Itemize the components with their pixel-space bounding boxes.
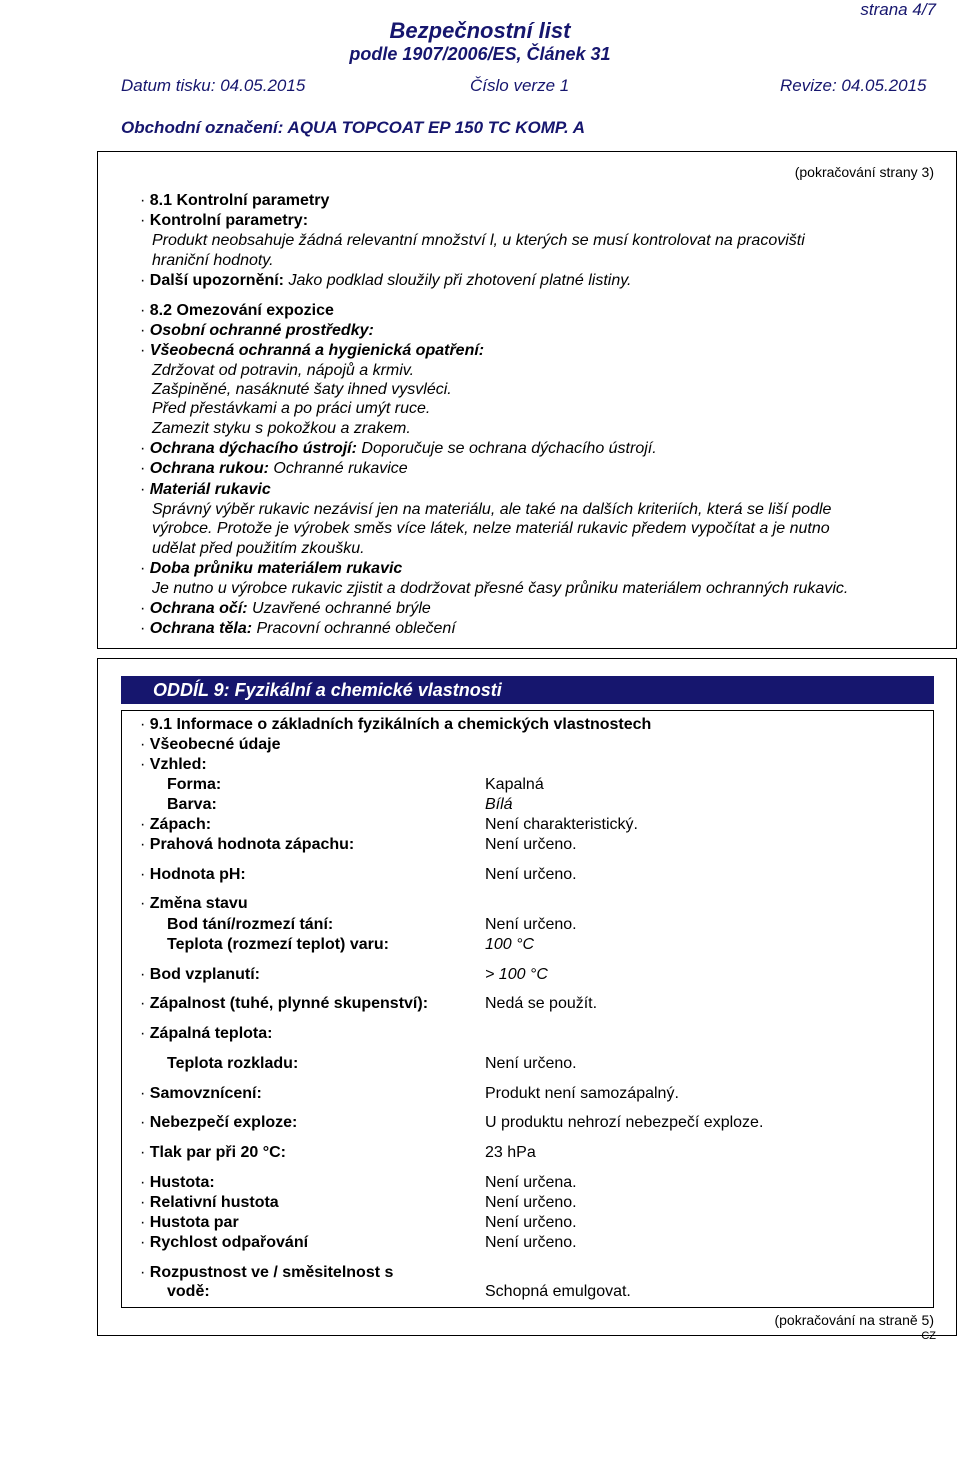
eye-protection: · Ochrana očí: Uzavřené ochranné brýle xyxy=(140,600,431,617)
property-value: Produkt není samozápalný. xyxy=(485,1085,679,1102)
body-protection: · Ochrana těla: Pracovní ochranné oblečení xyxy=(140,620,456,637)
respiratory-protection: · Ochrana dýchacího ústrojí: Doporučuje se ochrana dýchacího ústrojí. xyxy=(140,440,657,457)
property-value: U produktu nehrozí nebezpečí exploze. xyxy=(485,1114,764,1131)
general-item: Zamezit styku s pokožkou a zrakem. xyxy=(152,420,411,437)
property-row: · Nebezpečí exploze: xyxy=(140,1114,298,1131)
property-row: · Hustota: xyxy=(140,1174,215,1191)
print-date: Datum tisku: 04.05.2015 xyxy=(121,76,306,95)
property-row: · Zápalnost (tuhé, plynné skupenství): xyxy=(140,995,429,1012)
property-label: vodě: xyxy=(167,1283,210,1300)
general-item: Zdržovat od potravin, nápojů a krmiv. xyxy=(152,362,415,379)
property-value: > 100 °C xyxy=(485,966,548,983)
property-row: · Tlak par při 20 °C: xyxy=(140,1144,286,1161)
general-info-label: · Všeobecné údaje xyxy=(140,736,281,753)
property-row: · Zápalná teplota: xyxy=(140,1025,273,1042)
product-name: Obchodní označení: AQUA TOPCOAT EP 150 TC KOMP. A xyxy=(121,118,586,137)
property-label: Teplota (rozmezí teplot) varu: xyxy=(167,936,389,953)
property-value: Schopná emulgovat. xyxy=(485,1283,631,1300)
property-row: · Hustota par xyxy=(140,1214,239,1231)
page-number: strana 4/7 xyxy=(860,0,936,19)
property-value: Není určena. xyxy=(485,1174,577,1191)
revision-date: Revize: 04.05.2015 xyxy=(780,76,927,95)
glove-material-text-3: udělat před použitím zkoušku. xyxy=(152,540,365,557)
property-value: Není určeno. xyxy=(485,916,577,933)
property-value: Nedá se použít. xyxy=(485,995,598,1012)
property-label: Teplota rozkladu: xyxy=(167,1055,299,1072)
property-value: Není určeno. xyxy=(485,1055,577,1072)
glove-material-text-2: výrobce. Protože je výrobek směs více látek, nelze materiál rukavic předem vypočítat a je nutno xyxy=(152,520,830,537)
continued-to: (pokračování na straně 5) xyxy=(774,1312,934,1328)
general-item: Před přestávkami a po práci umýt ruce. xyxy=(152,400,431,417)
property-value: Kapalná xyxy=(485,776,544,793)
property-row: · Samovznícení: xyxy=(140,1085,262,1102)
glove-material-label: · Materiál rukavic xyxy=(140,481,271,498)
property-row: · Rychlost odpařování xyxy=(140,1234,309,1251)
glove-material-text: Správný výběr rukavic nezávisí jen na materiálu, ale také na dalších kriteriích, která se liší podle xyxy=(152,501,832,518)
heading-9-1: · 9.1 Informace o základních fyzikálních a chemických vlastnostech xyxy=(140,716,652,733)
breakthrough-label: · Doba průniku materiálem rukavic xyxy=(140,560,403,577)
language-code: CZ xyxy=(921,1330,936,1342)
general-measures-label: · Všeobecná ochranná a hygienická opatření: xyxy=(140,342,485,359)
property-value: Není určeno. xyxy=(485,1234,577,1251)
control-params-label: · Kontrolní parametry: xyxy=(140,212,309,229)
property-label: Barva: xyxy=(167,796,217,813)
property-row: · Prahová hodnota zápachu: xyxy=(140,836,355,853)
heading-8-2: · 8.2 Omezování expozice xyxy=(140,302,334,319)
property-row: · Hodnota pH: xyxy=(140,866,246,883)
hand-protection: · Ochrana rukou: Ochranné rukavice xyxy=(140,460,408,477)
property-row: · Rozpustnost ve / směsitelnost s xyxy=(140,1264,394,1281)
property-value: Není charakteristický. xyxy=(485,816,638,833)
appearance-label: · Vzhled: xyxy=(140,756,207,773)
document-subtitle: podle 1907/2006/ES, Článek 31 xyxy=(349,44,611,64)
section-9-bar: ODDÍL 9: Fyzikální a chemické vlastnosti xyxy=(121,676,934,704)
property-row: · Relativní hustota xyxy=(140,1194,279,1211)
control-params-text-2: hraniční hodnoty. xyxy=(152,252,274,269)
version-number: Číslo verze 1 xyxy=(470,76,570,95)
property-value: 100 °C xyxy=(485,936,535,953)
continued-from: (pokračování strany 3) xyxy=(794,164,934,180)
property-row: · Bod vzplanutí: xyxy=(140,966,260,983)
general-item: Zašpiněné, nasáknuté šaty ihned vysvléci. xyxy=(152,381,452,398)
property-row: · Změna stavu xyxy=(140,895,248,912)
further-notes: · Další upozornění: Jako podklad sloužily při zhotovení platné listiny. xyxy=(140,272,632,289)
property-value: Není určeno. xyxy=(485,836,577,853)
property-value: 23 hPa xyxy=(485,1144,536,1161)
property-value: Není určeno. xyxy=(485,866,577,883)
property-label: Forma: xyxy=(167,776,222,793)
control-params-text: Produkt neobsahuje žádná relevantní množství l, u kterých se musí kontrolovat na pracovišti xyxy=(152,232,805,249)
property-label: Bod tání/rozmezí tání: xyxy=(167,916,334,933)
heading-8-1: · 8.1 Kontrolní parametry xyxy=(140,192,330,209)
breakthrough-text: Je nutno u výrobce rukavic zjistit a dodržovat přesné časy průniku materiálem ochranných rukavic. xyxy=(152,580,849,597)
property-value: Bílá xyxy=(485,796,513,813)
property-value: Není určeno. xyxy=(485,1194,577,1211)
property-value: Není určeno. xyxy=(485,1214,577,1231)
property-row: · Zápach: xyxy=(140,816,212,833)
document-title: Bezpečnostní list xyxy=(389,18,571,43)
ppe-label: · Osobní ochranné prostředky: xyxy=(140,322,374,339)
